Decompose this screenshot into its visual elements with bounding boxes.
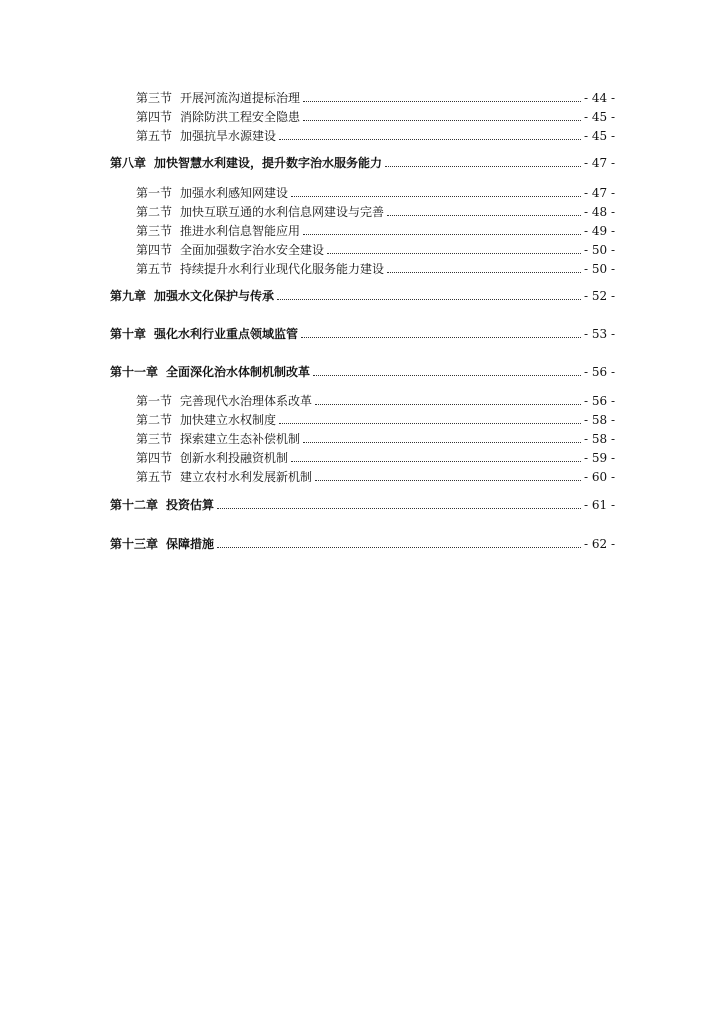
entry-number: 第一节 bbox=[136, 394, 173, 408]
toc-entry-section[interactable] bbox=[136, 393, 615, 409]
dot-leader bbox=[279, 422, 581, 424]
dot-leader bbox=[313, 374, 581, 376]
entry-page: - 56 - bbox=[583, 394, 615, 408]
dot-leader bbox=[303, 233, 581, 235]
entry-number: 第五节 bbox=[136, 129, 173, 143]
entry-page: - 45 - bbox=[583, 110, 615, 124]
entry-title: 全面加强数字治水安全建设 bbox=[180, 243, 325, 257]
toc-entry-chapter[interactable] bbox=[110, 497, 615, 513]
toc-entry-section[interactable] bbox=[136, 242, 615, 258]
entry-page: - 47 - bbox=[583, 156, 615, 170]
dot-leader bbox=[301, 336, 581, 338]
entry-title: 加强水文化保护与传承 bbox=[154, 289, 275, 303]
entry-number: 第三节 bbox=[136, 91, 173, 105]
dot-leader bbox=[315, 479, 581, 481]
entry-title: 开展河流沟道提标治理 bbox=[180, 91, 301, 105]
entry-number: 第三节 bbox=[136, 224, 173, 238]
entry-page: - 60 - bbox=[583, 470, 615, 484]
entry-number: 第十三章 bbox=[110, 537, 159, 551]
entry-page: - 58 - bbox=[583, 432, 615, 446]
entry-number: 第四节 bbox=[136, 110, 173, 124]
entry-number: 第四节 bbox=[136, 451, 173, 465]
entry-page: - 58 - bbox=[583, 413, 615, 427]
entry-page: - 44 - bbox=[583, 91, 615, 105]
entry-title: 探索建立生态补偿机制 bbox=[180, 432, 301, 446]
entry-title: 全面深化治水体制机制改革 bbox=[166, 365, 311, 379]
entry-title: 建立农村水利发展新机制 bbox=[180, 470, 313, 484]
entry-page: - 61 - bbox=[583, 498, 615, 512]
entry-title: 加强水利感知网建设 bbox=[180, 186, 289, 200]
entry-page: - 52 - bbox=[583, 289, 615, 303]
dot-leader bbox=[217, 507, 581, 509]
entry-page: - 47 - bbox=[583, 186, 615, 200]
dot-leader bbox=[387, 214, 581, 216]
toc-entry-chapter[interactable] bbox=[110, 288, 615, 304]
entry-title: 消除防洪工程安全隐患 bbox=[180, 110, 301, 124]
toc-entry-section[interactable] bbox=[136, 412, 615, 428]
entry-number: 第三节 bbox=[136, 432, 173, 446]
entry-title: 加强抗旱水源建设 bbox=[180, 129, 277, 143]
dot-leader bbox=[303, 119, 581, 121]
toc-entry-section[interactable] bbox=[136, 450, 615, 466]
entry-number: 第四节 bbox=[136, 243, 173, 257]
dot-leader bbox=[279, 138, 581, 140]
entry-page: - 50 - bbox=[583, 243, 615, 257]
entry-title: 加快互联互通的水利信息网建设与完善 bbox=[180, 205, 385, 219]
dot-leader bbox=[217, 546, 581, 548]
entry-number: 第二节 bbox=[136, 205, 173, 219]
entry-page: - 53 - bbox=[583, 327, 615, 341]
toc-entry-chapter[interactable] bbox=[110, 326, 615, 342]
entry-page: - 48 - bbox=[583, 205, 615, 219]
dot-leader bbox=[303, 100, 581, 102]
entry-number: 第二节 bbox=[136, 413, 173, 427]
dot-leader bbox=[291, 195, 581, 197]
entry-number: 第八章 bbox=[110, 156, 147, 170]
dot-leader bbox=[327, 252, 581, 254]
entry-title: 加快建立水权制度 bbox=[180, 413, 277, 427]
entry-page: - 56 - bbox=[583, 365, 615, 379]
toc-entry-section[interactable] bbox=[136, 128, 615, 144]
entry-page: - 50 - bbox=[583, 262, 615, 276]
entry-title: 持续提升水利行业现代化服务能力建设 bbox=[180, 262, 385, 276]
dot-leader bbox=[303, 441, 581, 443]
toc-entry-chapter[interactable] bbox=[110, 155, 615, 171]
entry-number: 第一节 bbox=[136, 186, 173, 200]
entry-title: 投资估算 bbox=[166, 498, 215, 512]
entry-number: 第十一章 bbox=[110, 365, 159, 379]
toc-entry-section[interactable] bbox=[136, 90, 615, 106]
entry-number: 第十二章 bbox=[110, 498, 159, 512]
toc-entry-chapter[interactable] bbox=[110, 364, 615, 380]
entry-title: 强化水利行业重点领域监管 bbox=[154, 327, 299, 341]
entry-page: - 45 - bbox=[583, 129, 615, 143]
dot-leader bbox=[385, 165, 581, 167]
entry-title: 创新水利投融资机制 bbox=[180, 451, 289, 465]
dot-leader bbox=[387, 271, 581, 273]
dot-leader bbox=[277, 298, 581, 300]
dot-leader bbox=[291, 460, 581, 462]
entry-number: 第五节 bbox=[136, 262, 173, 276]
entry-number: 第十章 bbox=[110, 327, 147, 341]
entry-number: 第五节 bbox=[136, 470, 173, 484]
toc-entry-chapter[interactable] bbox=[110, 536, 615, 552]
entry-page: - 59 - bbox=[583, 451, 615, 465]
entry-title: 加快智慧水利建设，提升数字治水服务能力 bbox=[154, 156, 383, 170]
toc-entry-section[interactable] bbox=[136, 185, 615, 201]
toc-entry-section[interactable] bbox=[136, 223, 615, 239]
entry-page: - 49 - bbox=[583, 224, 615, 238]
entry-title: 保障措施 bbox=[166, 537, 215, 551]
toc-entry-section[interactable] bbox=[136, 109, 615, 125]
entry-title: 完善现代水治理体系改革 bbox=[180, 394, 313, 408]
toc-entry-section[interactable] bbox=[136, 261, 615, 277]
dot-leader bbox=[315, 403, 581, 405]
toc-entry-section[interactable] bbox=[136, 469, 615, 485]
toc-entry-section[interactable] bbox=[136, 431, 615, 447]
entry-number: 第九章 bbox=[110, 289, 147, 303]
entry-page: - 62 - bbox=[583, 537, 615, 551]
entry-title: 推进水利信息智能应用 bbox=[180, 224, 301, 238]
toc-entry-section[interactable] bbox=[136, 204, 615, 220]
